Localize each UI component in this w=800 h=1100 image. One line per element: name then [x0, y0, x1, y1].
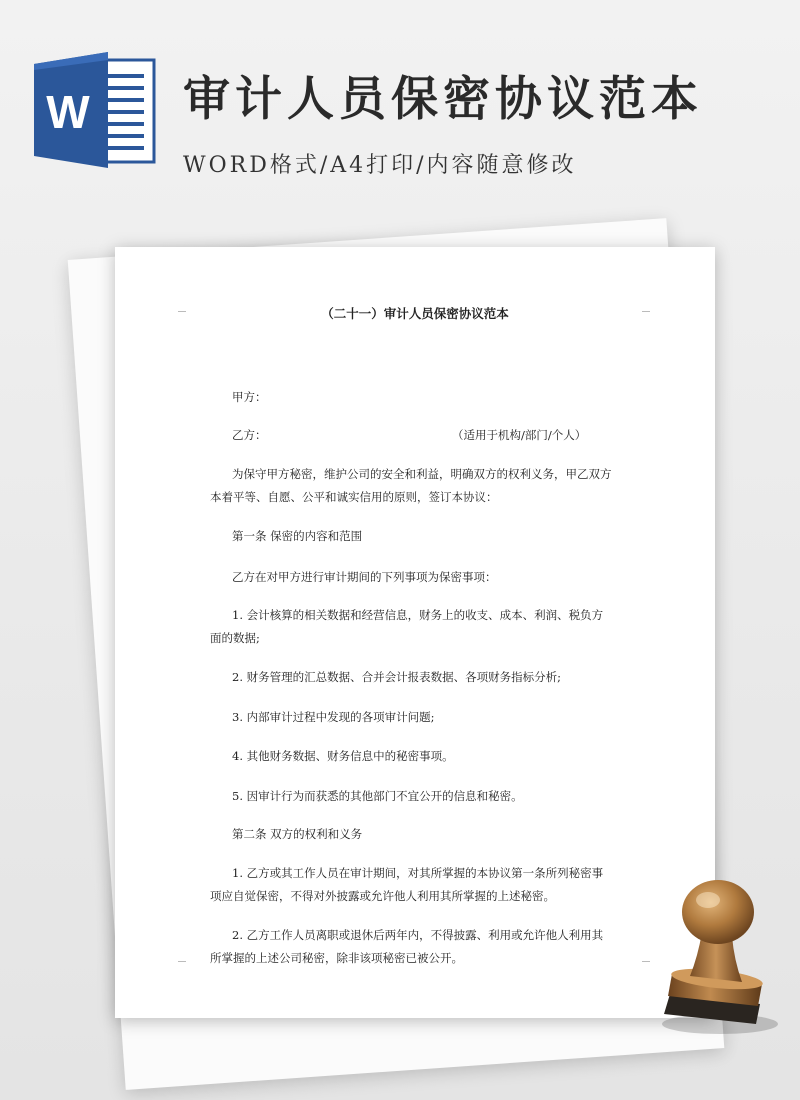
- party-b-note: （适用于机构/部门/个人）: [452, 428, 587, 442]
- party-b-label: 乙方：: [232, 428, 267, 442]
- article1-item-1-line1: 1. 会计核算的相关数据和经营信息，财务上的收支、成本、利润、税负方: [232, 608, 604, 622]
- article2-heading: 第二条 双方的权利和义务: [232, 827, 363, 841]
- article2-item-2-line2: 所掌握的上述公司秘密，除非该项秘密已被公开。: [210, 951, 463, 965]
- page-title: 审计人员保密协议范本: [183, 72, 703, 127]
- word-logo-icon: [34, 50, 160, 170]
- article1-item-2: 2. 财务管理的汇总数据、合并会计报表数据、各项财务指标分析;: [232, 670, 561, 684]
- article1-item-3: 3. 内部审计过程中发现的各项审计问题;: [232, 710, 435, 724]
- article1-item-5: 5. 因审计行为而获悉的其他部门不宜公开的信息和秘密。: [232, 789, 523, 803]
- article1-lead: 乙方在对甲方进行审计期间的下列事项为保密事项：: [232, 570, 497, 584]
- intro-line-1: 为保守甲方秘密，维护公司的安全和利益，明确双方的权利义务，甲乙双方: [232, 467, 612, 481]
- article1-item-1-line2: 面的数据;: [210, 631, 260, 645]
- intro-line-2: 本着平等、自愿、公平和诚实信用的原则，签订本协议：: [210, 490, 498, 504]
- document-page: [115, 247, 715, 1018]
- svg-text:W: W: [46, 86, 90, 138]
- article2-item-1-line1: 1. 乙方或其工作人员在审计期间，对其所掌握的本协议第一条所列秘密事: [232, 866, 604, 880]
- document-body: [115, 247, 715, 1018]
- rubber-stamp-icon: [650, 876, 785, 1036]
- article2-item-1-line2: 项应自觉保密，不得对外披露或允许他人利用其所掌握的上述秘密。: [210, 889, 555, 903]
- article2-item-2-line1: 2. 乙方工作人员离职或退休后两年内，不得披露、利用或允许他人利用其: [232, 928, 604, 942]
- document-title: （二十一）审计人员保密协议范本: [321, 306, 509, 321]
- article1-item-4: 4. 其他财务数据、财务信息中的秘密事项。: [232, 749, 454, 763]
- page-subtitle: WORD格式/A4打印/内容随意修改: [183, 153, 577, 178]
- header: [0, 0, 800, 200]
- article1-heading: 第一条 保密的内容和范围: [232, 529, 363, 543]
- party-a-label: 甲方：: [232, 390, 267, 404]
